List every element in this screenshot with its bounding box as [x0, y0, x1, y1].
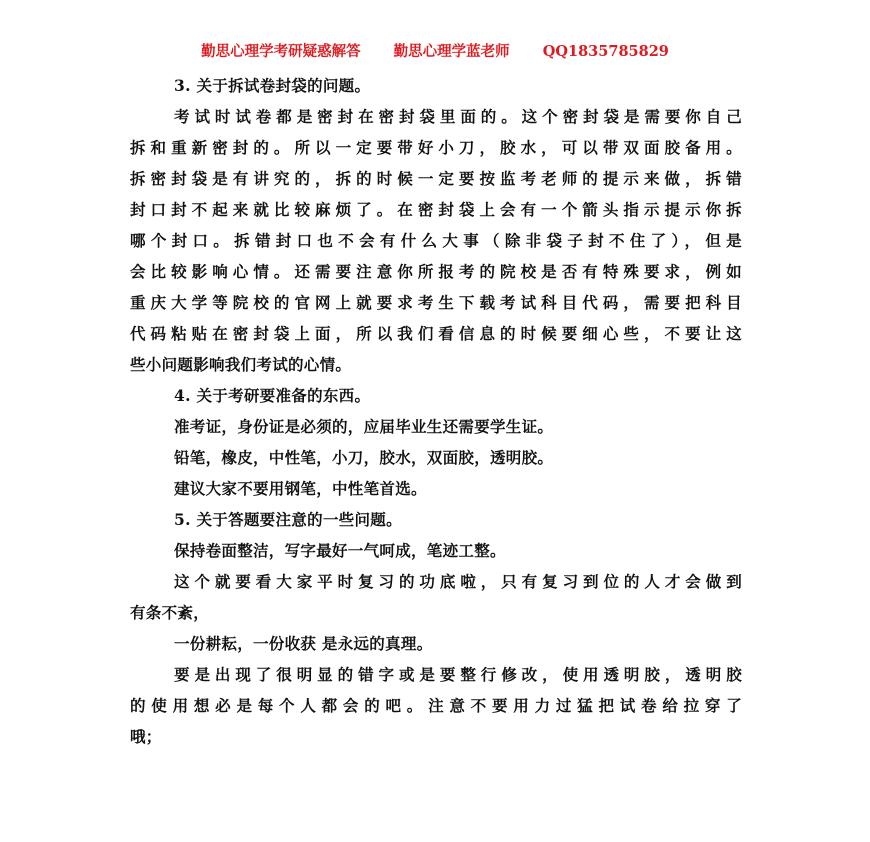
paragraph-line: 拆密封袋是有讲究的，拆的时候一定要按监考老师的提示来做，拆错 [130, 169, 742, 188]
header-title: 勤思心理学考研疑惑解答 [201, 43, 361, 60]
paragraph-line: 要是出现了很明显的错字或是要整行修改，使用透明胶，透明胶 [174, 665, 742, 684]
paragraph-line: 铅笔，橡皮，中性笔，小刀，胶水，双面胶，透明胶。 [174, 448, 554, 467]
paragraph-line: 准考证，身份证是必须的，应届毕业生还需要学生证。 [174, 417, 554, 436]
paragraph-line: 保持卷面整洁，写字最好一气呵成，笔迹工整。 [174, 541, 506, 560]
paragraph-line: 重庆大学等院校的官网上就要求考生下载考试科目代码，需要把科目 [130, 293, 742, 312]
document-body [130, 70, 742, 752]
header-qq: QQ1835785829 [542, 43, 669, 60]
header-teacher: 勤思心理学蓝老师 [393, 43, 510, 60]
paragraph-line: 封口封不起来就比较麻烦了。在密封袋上会有一个箭头指示提示你拆 [130, 200, 742, 219]
paragraph-line: 一份耕耘，一份收获 是永远的真理。 [174, 634, 433, 653]
paragraph-line: 代码粘贴在密封袋上面，所以我们看信息的时候要细心些，不要让这 [130, 324, 742, 343]
paragraph-line: 的使用想必是每个人都会的吧。注意不要用力过猛把试卷给拉穿了 [130, 696, 742, 715]
paragraph-line: 有条不紊， [130, 603, 210, 622]
paragraph-line: 哦； [130, 727, 162, 746]
paragraph-line: 会比较影响心情。还需要注意你所报考的院校是否有特殊要求，例如 [130, 262, 742, 281]
section-heading-5: 5. 关于答题要注意的一些问题。 [174, 510, 402, 529]
paragraph-line: 哪个封口。拆错封口也不会有什么大事（除非袋子封不住了），但是 [130, 231, 742, 250]
page-header [0, 40, 870, 61]
section-heading-4: 4. 关于考研要准备的东西。 [174, 386, 371, 405]
paragraph-line: 考试时试卷都是密封在密封袋里面的。这个密封袋是需要你自己 [174, 107, 742, 126]
section-heading-3: 3. 关于拆试卷封袋的问题。 [174, 76, 371, 95]
paragraph-line: 些小问题影响我们考试的心情。 [130, 355, 352, 374]
paragraph-line: 建议大家不要用钢笔，中性笔首选。 [174, 479, 427, 498]
paragraph-line: 这个就要看大家平时复习的功底啦，只有复习到位的人才会做到 [174, 572, 742, 591]
paragraph-line: 拆和重新密封的。所以一定要带好小刀，胶水，可以带双面胶备用。 [130, 138, 742, 157]
